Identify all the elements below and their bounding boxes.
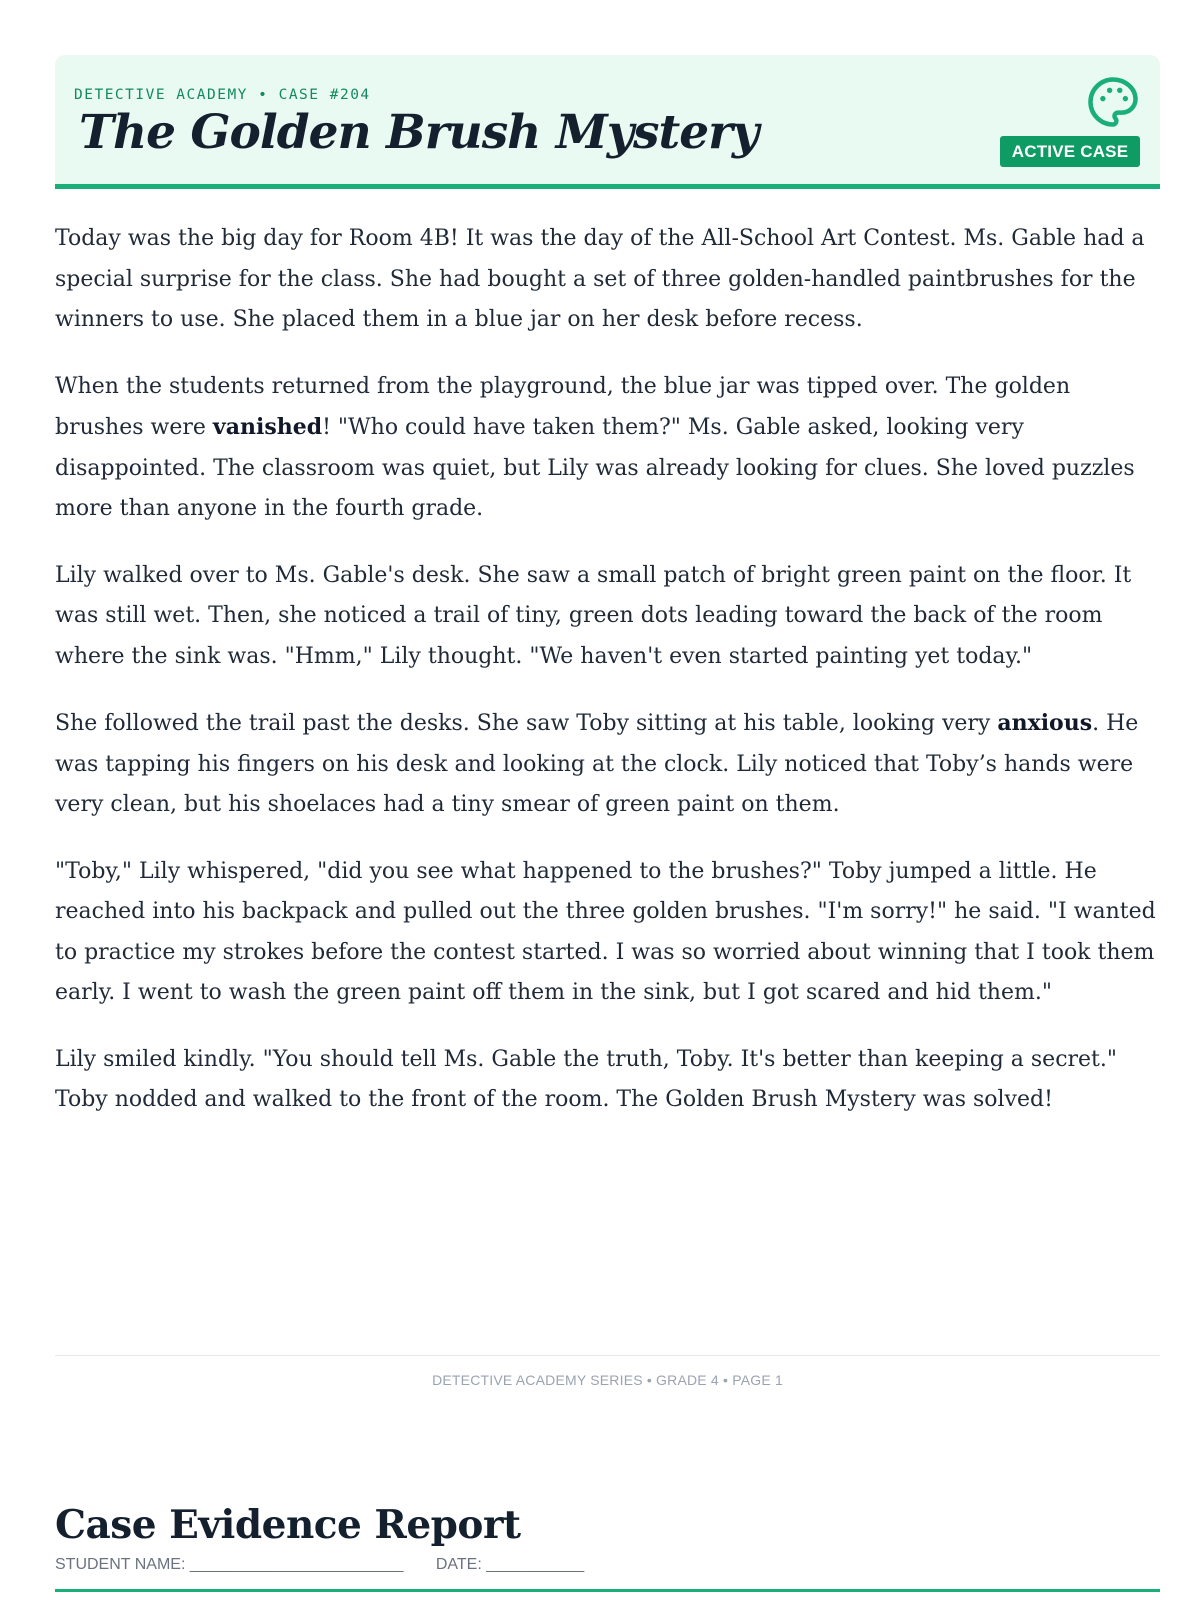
story-paragraph: Lily walked over to Ms. Gable's desk. She saw a small patch of bright green paint on the floor. It was still wet. Then, she noticed a trail of tiny, green dots leading toward the back of the room where the sink was. "Hmm," Lily thought. "We haven't even started painting yet today." bbox=[55, 562, 1132, 669]
story-paragraph: "Toby," Lily whispered, "did you see what happened to the brushes?" Toby jumped a little. He reached into his backpack and pulled out the three golden brushes. "I'm sorry!" he said. "I wanted to practice my strokes before the contest started. I was so worried about winning that I took them early. I went to wash the green paint off them in the sink, but I got scared and hid them." bbox=[55, 858, 1156, 1005]
status-badge: ACTIVE CASE bbox=[1000, 136, 1140, 167]
story-paragraph bbox=[55, 703, 1165, 826]
palette-icon bbox=[1086, 75, 1140, 129]
report-meta bbox=[55, 1556, 1160, 1574]
story-paragraph bbox=[55, 367, 1165, 530]
case-eyebrow: DETECTIVE ACADEMY • CASE #204 bbox=[74, 87, 371, 103]
vocab-word: vanished bbox=[212, 414, 323, 440]
divider bbox=[55, 1589, 1160, 1592]
story-paragraph: Today was the big day for Room 4B! It was the day of the All-School Art Contest. Ms. Gable had a special surprise for the class. She had bought a set of three golden-handled paintbrushes for the winners to use. She placed them in a blue jar on her desk before recess. bbox=[55, 226, 1145, 332]
student-name-field[interactable]: STUDENT NAME: ________________________ bbox=[55, 1556, 404, 1573]
story-text: . He was tapping his fingers on his desk and looking at the clock. Lily noticed that Toby’s hands were very clean, but his shoelaces had a tiny smear of green paint on them. bbox=[55, 711, 1139, 817]
date-field[interactable]: DATE: ___________ bbox=[435, 1556, 585, 1573]
story-text: ! "Who could have taken them?" Ms. Gable asked, looking very disappointed. The classroom was quiet, but Lily was already looking for clues. She loved puzzles more than anyone in the fourth grade. bbox=[55, 415, 1135, 521]
story-text: When the students returned from the playground, the blue jar was tipped over. The golden brushes were bbox=[55, 373, 1071, 440]
case-header bbox=[55, 55, 1160, 189]
page-title: The Golden Brush Mystery bbox=[79, 105, 759, 160]
divider bbox=[55, 1355, 1160, 1356]
story-text: She followed the trail past the desks. She saw Toby sitting at his table, looking very bbox=[55, 711, 998, 736]
story-paragraph: Lily smiled kindly. "You should tell Ms. Gable the truth, Toby. It's better than keeping a secret." Toby nodded and walked to the front of the room. The Golden Brush Mystery was solved! bbox=[55, 1046, 1118, 1112]
vocab-word: anxious bbox=[997, 710, 1093, 736]
page-footer: DETECTIVE ACADEMY SERIES • GRADE 4 • PAGE 1 bbox=[432, 1372, 783, 1388]
story-body bbox=[55, 219, 1165, 1147]
report-title: Case Evidence Report bbox=[55, 1502, 521, 1548]
